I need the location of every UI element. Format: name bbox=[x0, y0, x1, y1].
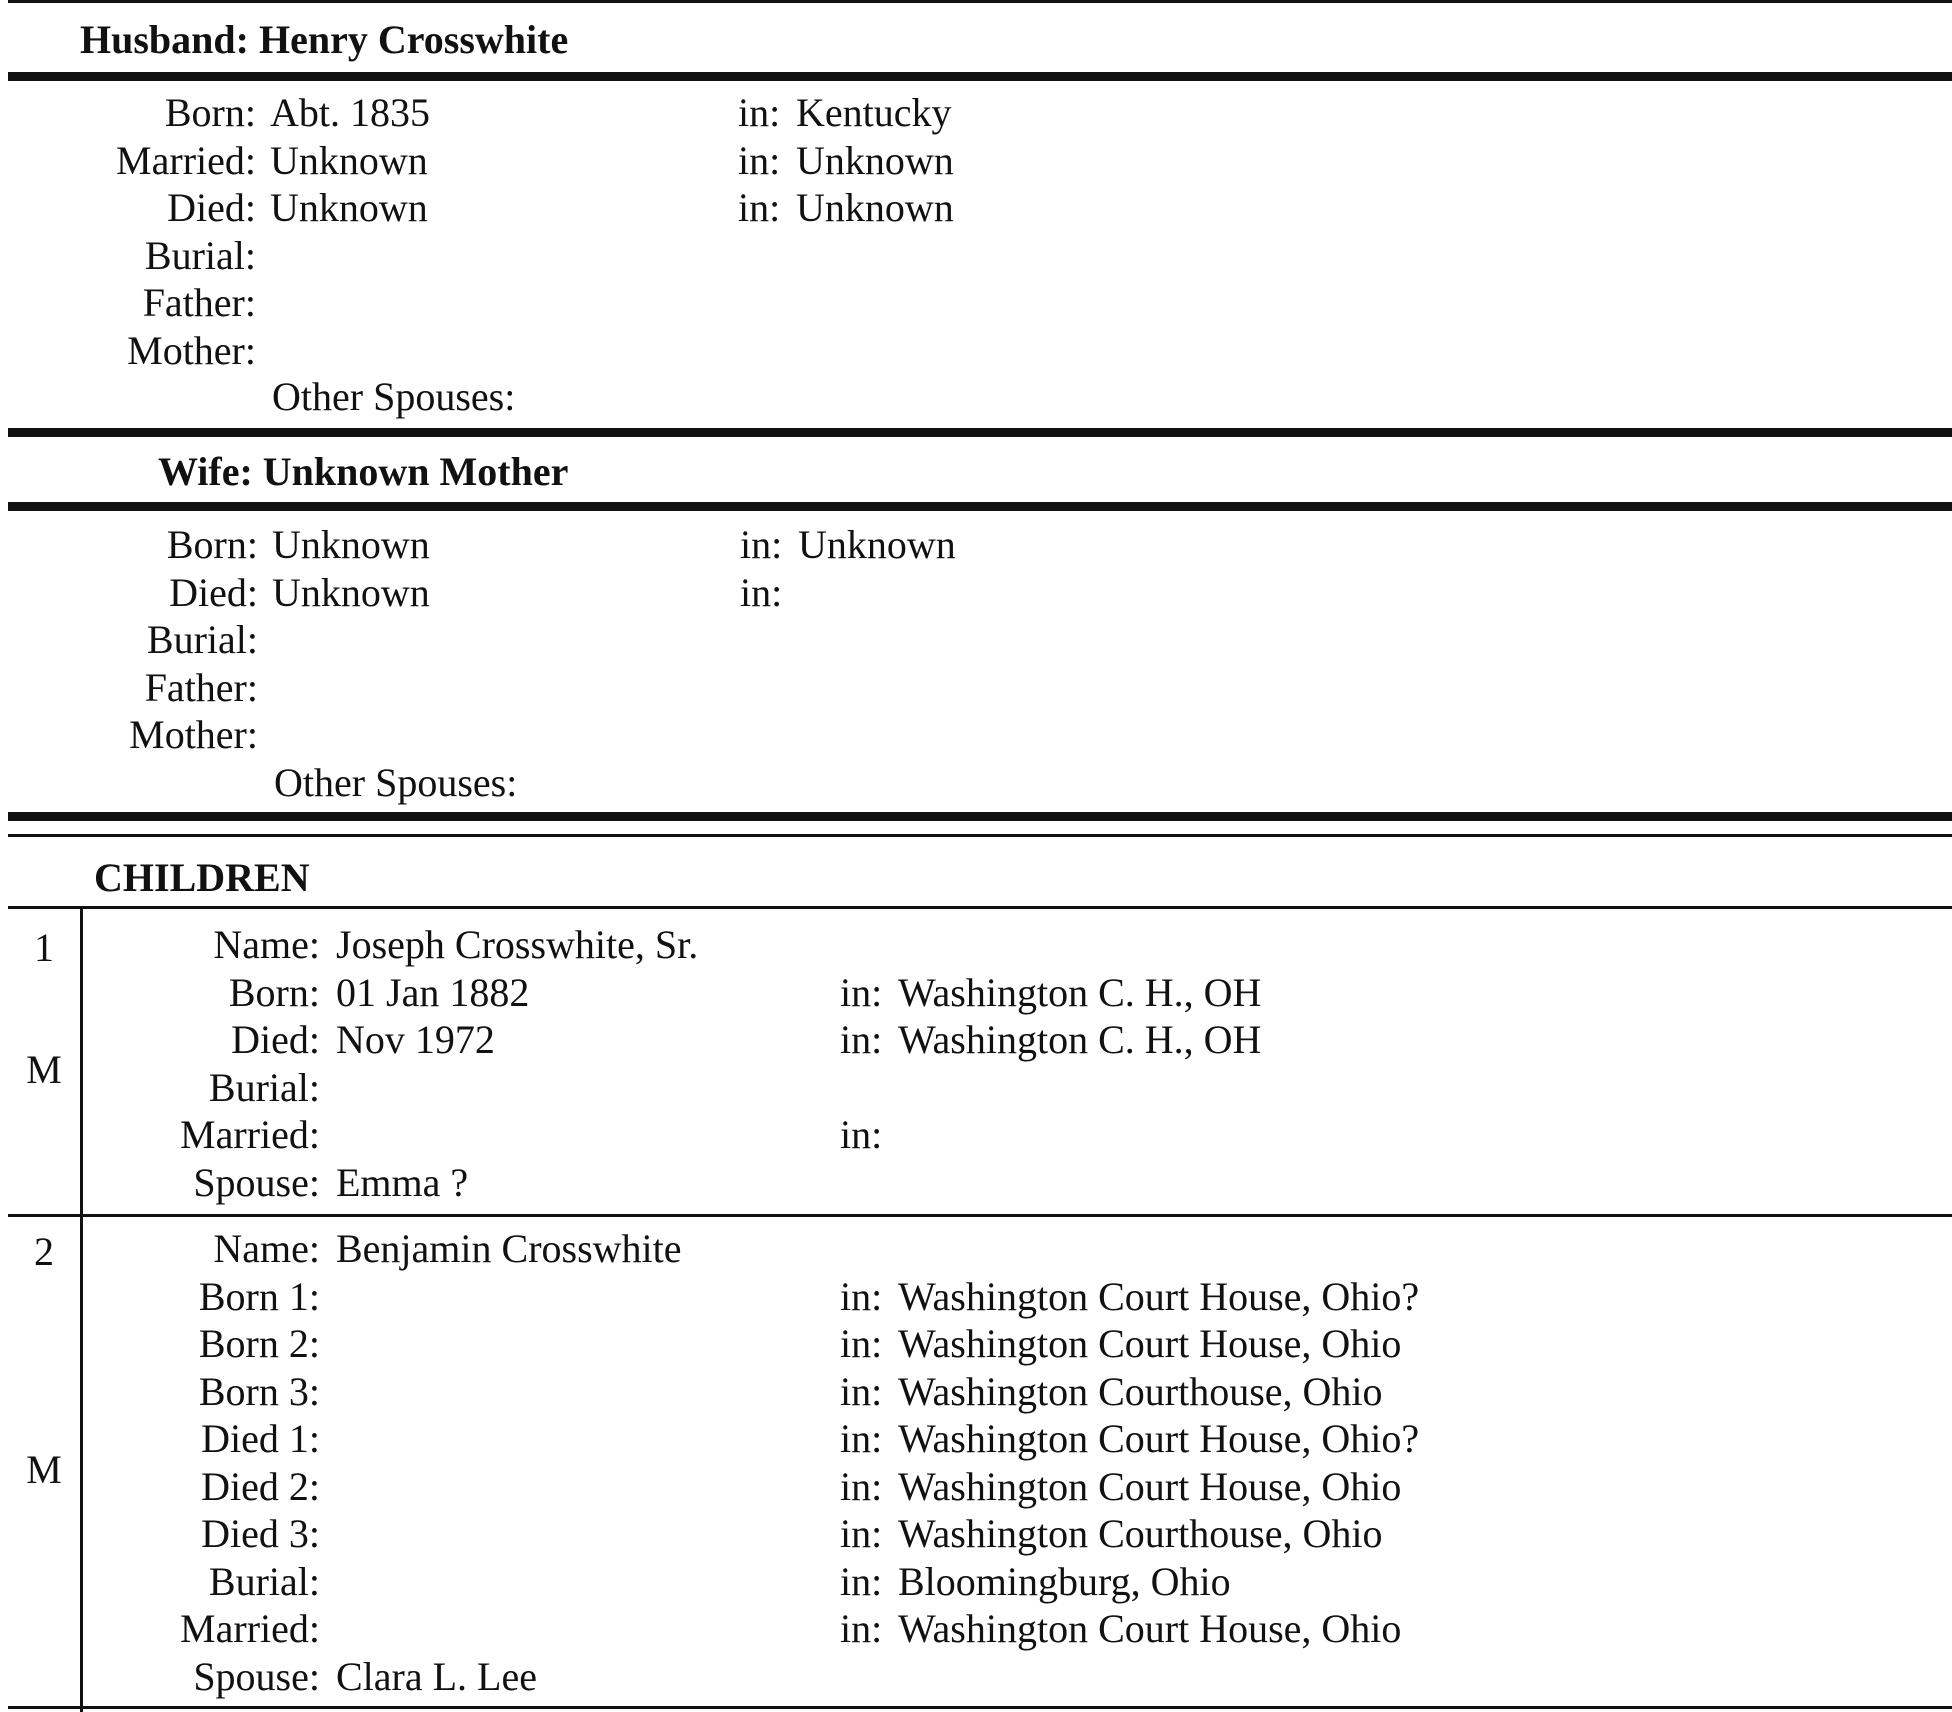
place-value: Washington C. H., OH bbox=[898, 969, 1262, 1015]
field-value: Nov 1972 bbox=[336, 1017, 495, 1062]
field-label: Married: bbox=[180, 1112, 320, 1157]
field-label: Died: bbox=[169, 569, 258, 615]
detail-row bbox=[0, 1654, 1952, 1700]
place-value: Washington Court House, Ohio bbox=[898, 1321, 1402, 1366]
wife-header-label: Wife: bbox=[158, 449, 253, 494]
place-value: Unknown bbox=[798, 522, 956, 567]
detail-row bbox=[0, 1416, 1952, 1462]
place-label: in: bbox=[740, 569, 783, 615]
field-label: Burial: bbox=[144, 232, 256, 278]
detail-row bbox=[0, 1464, 1952, 1510]
field-label: Married: bbox=[180, 1606, 320, 1651]
place-value: Washington Courthouse, Ohio bbox=[898, 1368, 1383, 1414]
detail-row bbox=[0, 1274, 1952, 1320]
place-label: in: bbox=[840, 1463, 883, 1509]
field-label: Burial: bbox=[146, 617, 258, 662]
place-value: Washington C. H., OH bbox=[898, 1017, 1262, 1062]
field-label: Burial: bbox=[208, 1064, 320, 1110]
wife-other-spouses-label: Other Spouses: bbox=[274, 760, 518, 805]
children-double-rule-b bbox=[8, 834, 1952, 837]
field-label: Mother: bbox=[129, 712, 258, 757]
field-label: Father: bbox=[142, 280, 256, 325]
wife-name: Unknown Mother bbox=[262, 449, 569, 494]
detail-row bbox=[0, 90, 1952, 136]
husband-header-label: Husband: bbox=[80, 17, 249, 62]
place-value: Washington Court House, Ohio bbox=[898, 1606, 1402, 1651]
detail-row bbox=[0, 1511, 1952, 1557]
detail-row bbox=[0, 1321, 1952, 1367]
wife-top-rule bbox=[8, 428, 1952, 437]
child-1-bottom-rule bbox=[8, 1214, 1952, 1217]
field-label: Name: bbox=[213, 1226, 320, 1271]
place-label: in: bbox=[840, 1368, 883, 1414]
field-value: Emma ? bbox=[336, 1159, 469, 1205]
detail-row bbox=[0, 922, 1952, 968]
detail-row bbox=[0, 280, 1952, 326]
place-value: Bloomingburg, Ohio bbox=[898, 1558, 1231, 1604]
detail-row bbox=[0, 1226, 1952, 1272]
place-value: Washington Court House, Ohio? bbox=[898, 1416, 1420, 1461]
field-value: 01 Jan 1882 bbox=[336, 969, 530, 1015]
field-label: Died: bbox=[167, 185, 256, 230]
place-label: in: bbox=[840, 1017, 883, 1062]
field-label: Burial: bbox=[208, 1558, 320, 1604]
place-value: Kentucky bbox=[796, 90, 952, 135]
field-value: Unknown bbox=[270, 137, 428, 183]
child-sex: M bbox=[26, 1447, 62, 1492]
detail-row bbox=[0, 1017, 1952, 1063]
place-label: in: bbox=[738, 90, 781, 135]
children-header-rule bbox=[8, 906, 1952, 909]
wife-rule bbox=[8, 502, 1952, 511]
field-label: Died: bbox=[231, 1017, 320, 1062]
detail-row bbox=[0, 522, 1952, 568]
detail-row bbox=[0, 1369, 1952, 1415]
husband-header bbox=[80, 16, 568, 63]
field-label: Born: bbox=[164, 90, 256, 135]
detail-row bbox=[0, 233, 1952, 279]
field-label: Died 1: bbox=[201, 1416, 320, 1461]
field-label: Died 3: bbox=[201, 1511, 320, 1556]
child-number: 1 bbox=[34, 925, 54, 970]
field-label: Born 3: bbox=[198, 1368, 320, 1414]
place-label: in: bbox=[840, 1606, 883, 1651]
husband-other-spouses-label: Other Spouses: bbox=[272, 374, 516, 419]
place-label: in: bbox=[740, 522, 783, 567]
children-double-rule-a bbox=[8, 812, 1952, 821]
place-value: Unknown bbox=[796, 137, 954, 183]
field-value: Benjamin Crosswhite bbox=[336, 1226, 682, 1271]
detail-row bbox=[0, 1065, 1952, 1111]
field-value: Unknown bbox=[270, 185, 428, 230]
detail-row bbox=[0, 185, 1952, 231]
field-label: Born: bbox=[228, 969, 320, 1015]
detail-row bbox=[0, 328, 1952, 374]
detail-row bbox=[0, 617, 1952, 663]
field-label: Died 2: bbox=[201, 1463, 320, 1509]
field-label: Spouse: bbox=[193, 1159, 320, 1205]
place-value: Washington Courthouse, Ohio bbox=[898, 1511, 1383, 1556]
wife-header bbox=[158, 448, 568, 495]
place-label: in: bbox=[840, 1558, 883, 1604]
field-value: Unknown bbox=[272, 522, 430, 567]
field-label: Married: bbox=[116, 137, 256, 183]
place-label: in: bbox=[840, 969, 883, 1015]
field-label: Mother: bbox=[127, 327, 256, 373]
detail-row bbox=[0, 712, 1952, 758]
detail-row bbox=[0, 665, 1952, 711]
place-label: in: bbox=[840, 1273, 883, 1319]
detail-row bbox=[0, 970, 1952, 1016]
field-label: Name: bbox=[213, 922, 320, 967]
place-label: in: bbox=[840, 1511, 883, 1556]
detail-row bbox=[0, 138, 1952, 184]
place-value: Washington Court House, Ohio bbox=[898, 1463, 1402, 1509]
top-rule bbox=[8, 0, 1952, 3]
place-label: in: bbox=[738, 185, 781, 230]
field-value: Abt. 1835 bbox=[270, 90, 430, 135]
field-value: Clara L. Lee bbox=[336, 1653, 537, 1699]
detail-row bbox=[0, 1160, 1952, 1206]
place-value: Unknown bbox=[796, 185, 954, 230]
place-value: Washington Court House, Ohio? bbox=[898, 1273, 1420, 1319]
field-value: Unknown bbox=[272, 569, 430, 615]
child-2-bottom-rule bbox=[8, 1706, 1952, 1709]
husband-name: Henry Crosswhite bbox=[258, 17, 569, 62]
detail-row bbox=[0, 1559, 1952, 1605]
child-number: 2 bbox=[34, 1229, 54, 1274]
place-label: in: bbox=[840, 1416, 883, 1461]
detail-row bbox=[0, 570, 1952, 616]
place-label: in: bbox=[738, 137, 781, 183]
husband-rule bbox=[8, 72, 1952, 81]
place-label: in: bbox=[840, 1112, 883, 1157]
field-value: Joseph Crosswhite, Sr. bbox=[336, 922, 699, 967]
detail-row bbox=[0, 1112, 1952, 1158]
children-header: CHILDREN bbox=[94, 855, 310, 900]
field-label: Born 2: bbox=[198, 1321, 320, 1366]
field-label: Born: bbox=[166, 522, 258, 567]
place-label: in: bbox=[840, 1321, 883, 1366]
child-sex: M bbox=[26, 1047, 62, 1092]
detail-row bbox=[0, 1606, 1952, 1652]
field-label: Spouse: bbox=[193, 1653, 320, 1699]
field-label: Born 1: bbox=[198, 1273, 320, 1319]
field-label: Father: bbox=[144, 664, 258, 710]
